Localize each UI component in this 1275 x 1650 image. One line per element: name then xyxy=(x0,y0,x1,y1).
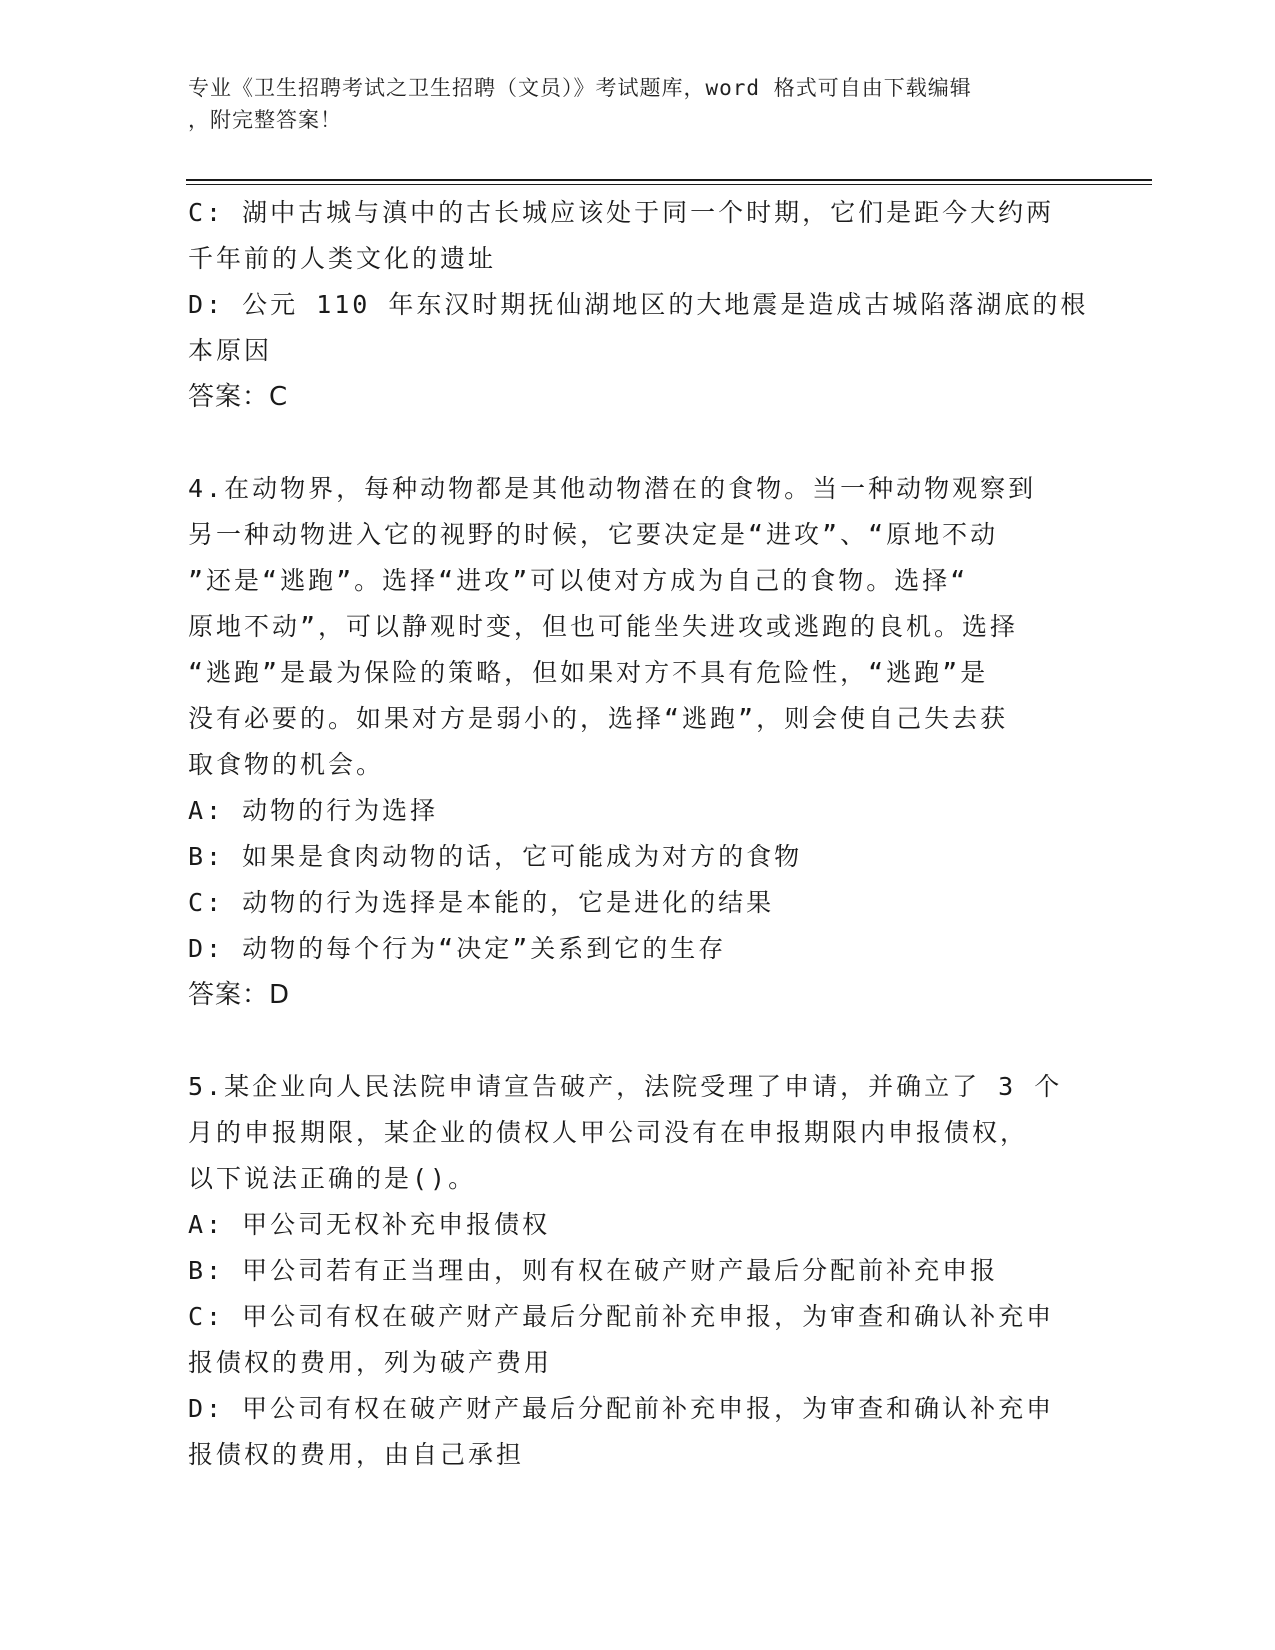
spacer xyxy=(188,420,1088,466)
q4-stem-line-4: 原地不动”，可以静观时变，但也可能坐失进攻或逃跑的良机。选择 xyxy=(188,612,1019,641)
q4-option-c: C: 动物的行为选择是本能的，它是进化的结果 xyxy=(188,888,775,917)
q5-option-a: A: 甲公司无权补充申报债权 xyxy=(188,1210,551,1239)
header-divider-thick xyxy=(186,179,1152,181)
q3-option-c-line-1: C: 湖中古城与滇中的古长城应该处于同一个时期，它们是距今大约两 xyxy=(188,198,1055,227)
q4-stem-line-7: 取食物的机会。 xyxy=(188,750,385,779)
q4-stem-line-2: 另一种动物进入它的视野的时候，它要决定是“进攻”、“原地不动 xyxy=(188,520,999,549)
document-body xyxy=(188,190,1088,1478)
header-divider-thin xyxy=(186,184,1152,185)
q5-stem-line-3: 以下说法正确的是()。 xyxy=(188,1164,477,1193)
q4-stem-line-1: 4.在动物界，每种动物都是其他动物潜在的食物。当一种动物观察到 xyxy=(188,474,1037,503)
q5-option-c-line-2: 报债权的费用，列为破产费用 xyxy=(188,1348,553,1377)
q4-option-b: B: 如果是食肉动物的话，它可能成为对方的食物 xyxy=(188,842,803,871)
header-line-1: 专业《卫生招聘考试之卫生招聘（文员）》考试题库，word 格式可自由下载编辑 xyxy=(188,76,972,100)
q5-option-b: B: 甲公司若有正当理由，则有权在破产财产最后分配前补充申报 xyxy=(188,1256,999,1285)
q5-stem-line-2: 月的申报期限，某企业的债权人甲公司没有在申报期限内申报债权， xyxy=(188,1118,1029,1147)
q5-option-d-line-1: D: 甲公司有权在破产财产最后分配前补充申报，为审查和确认补充申 xyxy=(188,1394,1055,1423)
question-4 xyxy=(188,466,1088,1018)
q3-option-d-line-1: D: 公元 110 年东汉时期抚仙湖地区的大地震是造成古城陷落湖底的根 xyxy=(188,290,1089,319)
q4-option-d: D: 动物的每个行为“决定”关系到它的生存 xyxy=(188,934,727,963)
q5-option-d-line-2: 报债权的费用，由自己承担 xyxy=(188,1440,525,1469)
q4-answer: 答案：D xyxy=(188,980,291,1010)
header-line-2: ，附完整答案！ xyxy=(188,108,342,132)
q4-stem-line-6: 没有必要的。如果对方是弱小的，选择“逃跑”，则会使自己失去获 xyxy=(188,704,1009,733)
q4-option-a: A: 动物的行为选择 xyxy=(188,796,439,825)
question-5 xyxy=(188,1064,1088,1478)
q3-option-d-line-2: 本原因 xyxy=(188,336,273,365)
q5-option-c-line-1: C: 甲公司有权在破产财产最后分配前补充申报，为审查和确认补充申 xyxy=(188,1302,1055,1331)
q4-stem-line-5: “逃跑”是最为保险的策略，但如果对方不具有危险性，“逃跑”是 xyxy=(188,658,989,687)
document-header xyxy=(188,72,1088,136)
q4-stem-line-3: ”还是“逃跑”。选择“进攻”可以使对方成为自己的食物。选择“ xyxy=(188,566,969,595)
q3-answer: 答案：C xyxy=(188,382,289,412)
question-3-tail xyxy=(188,190,1088,420)
spacer xyxy=(188,1018,1088,1064)
q3-option-c-line-2: 千年前的人类文化的遗址 xyxy=(188,244,497,273)
q5-stem-line-1: 5.某企业向人民法院申请宣告破产，法院受理了申请，并确立了 3 个 xyxy=(188,1072,1063,1101)
